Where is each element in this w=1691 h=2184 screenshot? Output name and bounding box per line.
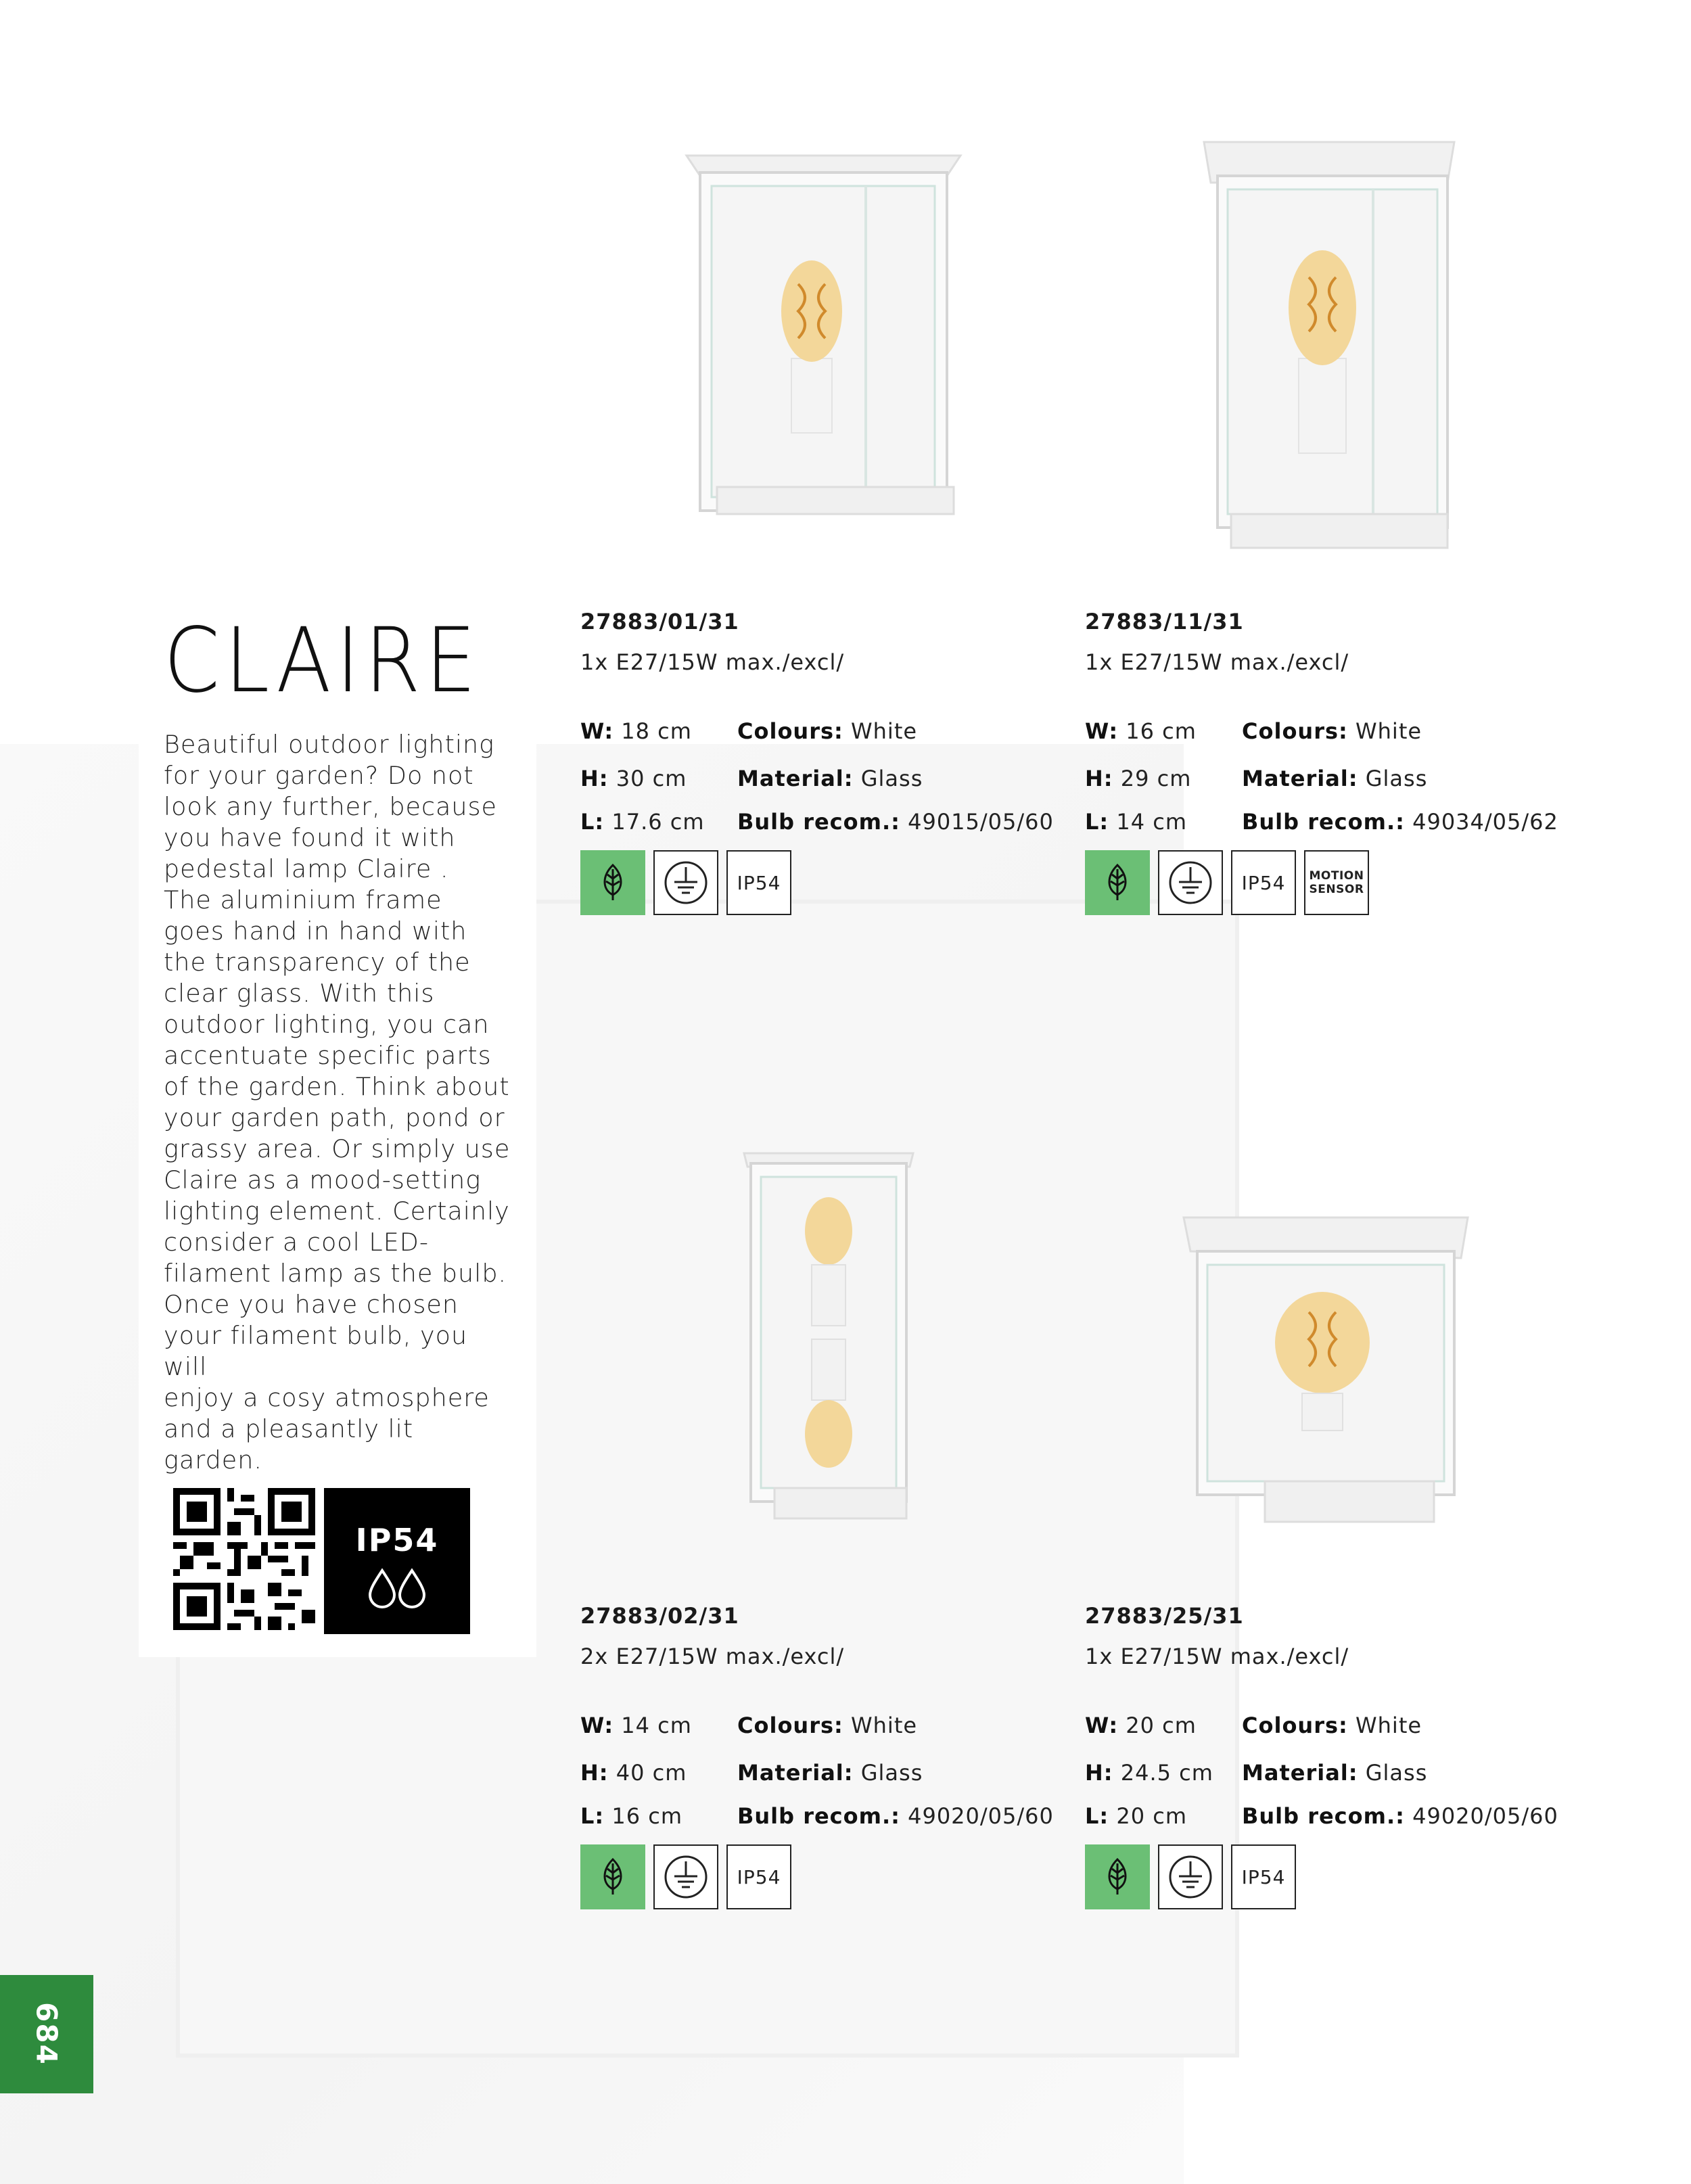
colours-spec: Colours: White	[1242, 1713, 1422, 1738]
leaf-icon	[1085, 850, 1150, 915]
bulb-recom-spec: Bulb recom.: 49015/05/60	[737, 809, 1054, 835]
bulb-spec: 1x E27/15W max./excl/	[580, 649, 845, 675]
product-code: 27883/02/31	[580, 1603, 739, 1629]
length-spec: L: 20 cm	[1085, 1803, 1188, 1829]
ground-icon	[653, 1844, 718, 1909]
product-image-27883-01-31	[676, 135, 967, 555]
page-number-tab	[0, 1975, 93, 2093]
colours-spec: Colours: White	[737, 1713, 918, 1738]
product-image-27883-02-31	[737, 1150, 920, 1529]
ground-icon	[1158, 850, 1223, 915]
ip54-badge	[324, 1488, 470, 1634]
length-spec: L: 16 cm	[580, 1803, 683, 1829]
material-spec: Material: Glass	[737, 766, 923, 791]
ip-rating-box: IP54	[726, 850, 791, 915]
leaf-icon	[1085, 1844, 1150, 1909]
feature-icons	[580, 1844, 791, 1909]
bulb-recom-spec: Bulb recom.: 49034/05/62	[1242, 809, 1558, 835]
height-spec: H: 29 cm	[1085, 766, 1192, 791]
material-spec: Material: Glass	[1242, 766, 1428, 791]
length-spec: L: 14 cm	[1085, 809, 1188, 835]
width-spec: W: 18 cm	[580, 718, 692, 744]
ground-icon	[653, 850, 718, 915]
feature-icons	[580, 850, 791, 915]
qr-code[interactable]	[173, 1488, 315, 1630]
product-image-27883-25-31	[1177, 1211, 1475, 1542]
bulb-spec: 1x E27/15W max./excl/	[1085, 1644, 1349, 1669]
page-number: 684	[30, 2002, 64, 2066]
material-spec: Material: Glass	[737, 1760, 923, 1786]
bulb-spec: 1x E27/15W max./excl/	[1085, 649, 1349, 675]
motion-sensor-box: MOTION SENSOR	[1304, 850, 1369, 915]
water-drops-icon	[367, 1568, 428, 1608]
height-spec: H: 24.5 cm	[1085, 1760, 1213, 1786]
ip-rating-box: IP54	[1231, 850, 1296, 915]
feature-icons	[1085, 1844, 1296, 1909]
product-image-27883-11-31	[1197, 135, 1468, 568]
height-spec: H: 40 cm	[580, 1760, 687, 1786]
colours-spec: Colours: White	[1242, 718, 1422, 744]
product-code: 27883/25/31	[1085, 1603, 1244, 1629]
ip-rating-box: IP54	[726, 1844, 791, 1909]
length-spec: L: 17.6 cm	[580, 809, 705, 835]
product-code: 27883/01/31	[580, 609, 739, 634]
bulb-recom-spec: Bulb recom.: 49020/05/60	[1242, 1803, 1558, 1829]
bulb-spec: 2x E27/15W max./excl/	[580, 1644, 845, 1669]
bulb-recom-spec: Bulb recom.: 49020/05/60	[737, 1803, 1054, 1829]
product-family-title: CLAIRE	[164, 609, 481, 713]
colours-spec: Colours: White	[737, 718, 918, 744]
width-spec: W: 20 cm	[1085, 1713, 1197, 1738]
ip-rating-box: IP54	[1231, 1844, 1296, 1909]
height-spec: H: 30 cm	[580, 766, 687, 791]
width-spec: W: 16 cm	[1085, 718, 1197, 744]
product-description: Beautiful outdoor lighting for your garden? Do not look any further, because you have found it with pedestal lamp Claire . The aluminium frame goes hand in hand with the transparency of the clear glass. With this outdoor lighting, you can accentuate specific parts of the garden. Think about your garden path, pond or grassy area. Or simply use Claire as a mood-setting lighting element. Certainly consider a cool LED- filament lamp as the bulb. Once you have chosen your filament bulb, you will enjoy a cosy atmosphere and a pleasantly lit garden.	[164, 730, 511, 1474]
width-spec: W: 14 cm	[580, 1713, 692, 1738]
ground-icon	[1158, 1844, 1223, 1909]
product-code: 27883/11/31	[1085, 609, 1244, 634]
ip54-badge-label: IP54	[355, 1522, 439, 1558]
feature-icons	[1085, 850, 1369, 915]
leaf-icon	[580, 850, 645, 915]
leaf-icon	[580, 1844, 645, 1909]
material-spec: Material: Glass	[1242, 1760, 1428, 1786]
